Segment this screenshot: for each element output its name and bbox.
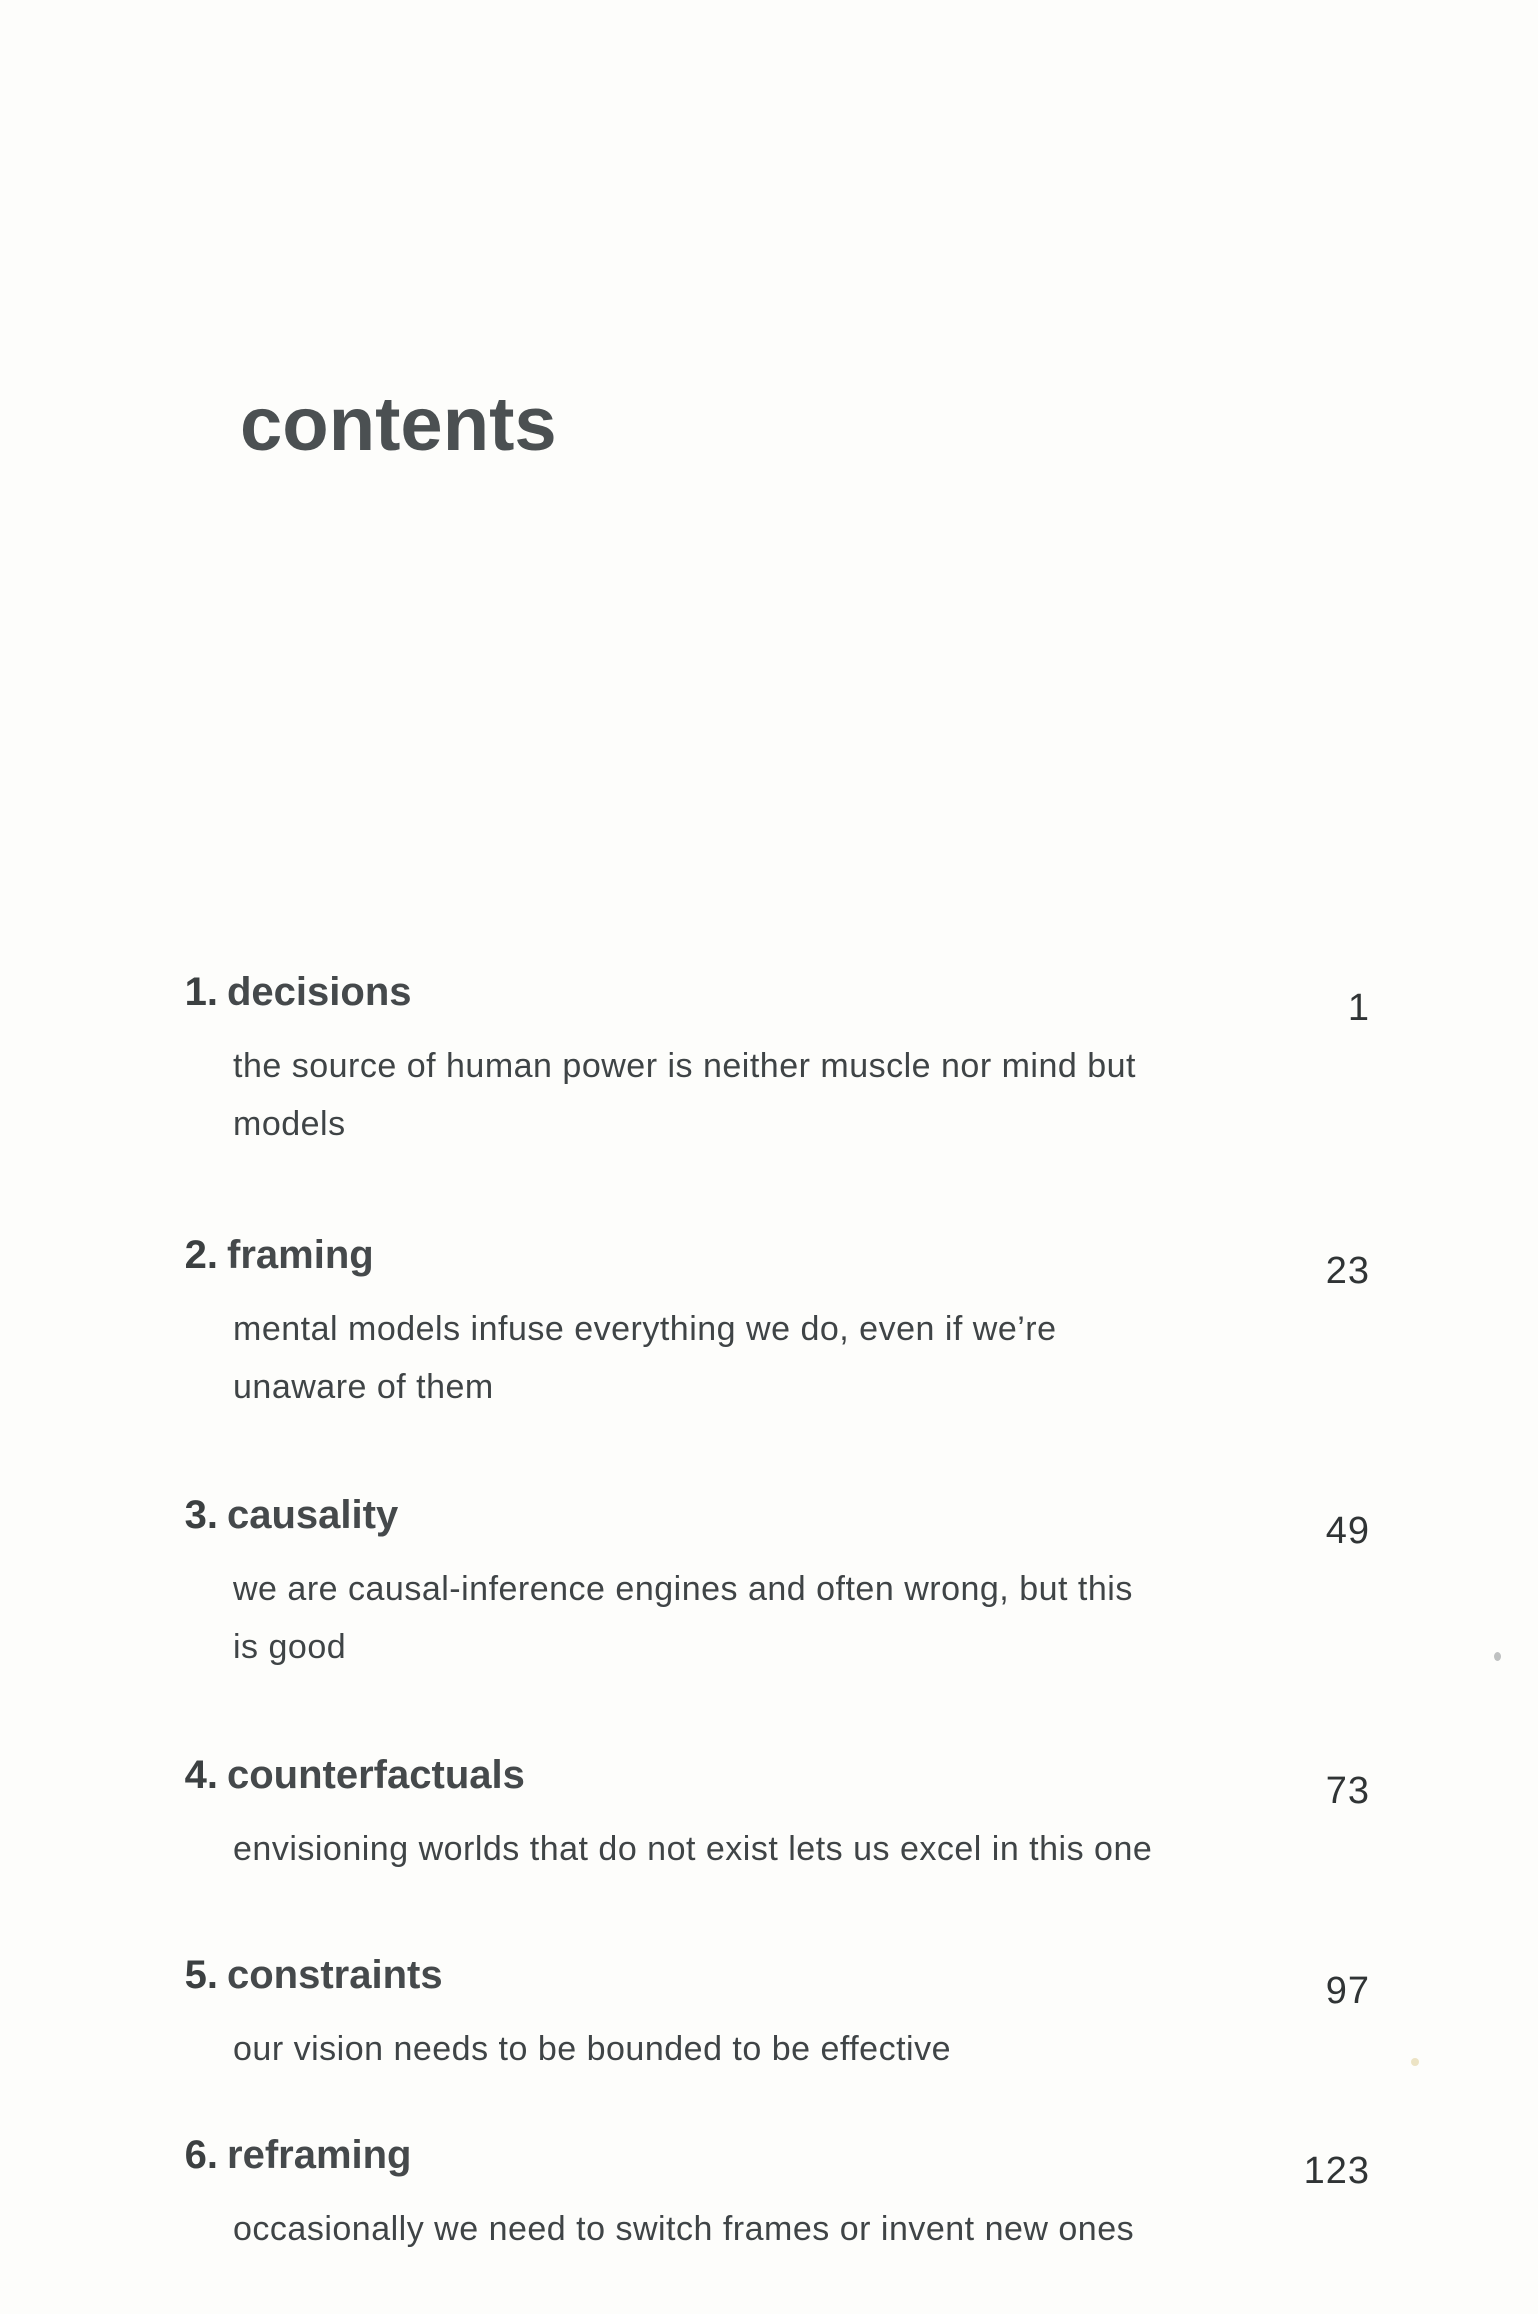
chapter-subtitle (233, 1037, 1538, 1153)
chapter-page-number: 123 (1303, 2150, 1370, 2192)
chapter-subtitle (233, 1300, 1538, 1416)
chapter-heading (0, 1492, 1538, 1538)
chapter-subtitle (233, 2200, 1538, 2258)
toc-entry-causality (0, 1492, 1538, 1676)
chapter-subtitle (233, 1560, 1538, 1676)
chapter-page-number: 1 (1347, 987, 1370, 1029)
chapter-number: 5. (184, 1953, 218, 1997)
chapter-page-number: 73 (1325, 1770, 1370, 1812)
chapter-number: 4. (184, 1753, 218, 1797)
subtitle-line: occasionally we need to switch frames or invent new ones (233, 2210, 1135, 2248)
chapter-number: 3. (184, 1493, 218, 1537)
chapter-title: framing (227, 1233, 374, 1277)
subtitle-line: the source of human power is neither muscle nor mind but (233, 1047, 1137, 1085)
subtitle-line: we are causal-inference engines and often wrong, but this (233, 1570, 1133, 1608)
scan-speck (1494, 1652, 1501, 1661)
subtitle-line: envisioning worlds that do not exist lets us excel in this one (233, 1830, 1153, 1868)
chapter-subtitle (233, 2020, 1538, 2078)
toc-entry-decisions (0, 969, 1538, 1153)
subtitle-line: our vision needs to be bounded to be effective (233, 2030, 951, 2068)
toc-entry-counterfactuals (0, 1752, 1538, 1878)
chapter-subtitle (233, 1820, 1538, 1878)
subtitle-line: models (233, 1105, 346, 1143)
chapter-heading (0, 1952, 1538, 1998)
toc-entry-reframing (0, 2132, 1538, 2258)
subtitle-line: is good (233, 1628, 347, 1666)
chapter-title: counterfactuals (227, 1753, 525, 1797)
chapter-heading (0, 969, 1538, 1015)
chapter-number: 6. (184, 2133, 218, 2177)
chapter-page-number: 23 (1325, 1250, 1370, 1292)
chapter-number: 1. (184, 970, 218, 1014)
subtitle-line: unaware of them (233, 1368, 494, 1406)
chapter-page-number: 49 (1325, 1510, 1370, 1552)
subtitle-line: mental models infuse everything we do, even if we’re (233, 1310, 1057, 1348)
toc-entry-constraints (0, 1952, 1538, 2078)
chapter-heading (0, 1232, 1538, 1278)
chapter-title: decisions (227, 970, 412, 1014)
chapter-title: constraints (227, 1953, 443, 1997)
toc-entry-framing (0, 1232, 1538, 1416)
chapter-number: 2. (184, 1233, 218, 1277)
chapter-title: causality (227, 1493, 399, 1537)
chapter-page-number: 97 (1325, 1970, 1370, 2012)
chapter-heading (0, 1752, 1538, 1798)
scan-speck (1411, 2058, 1419, 2066)
page-title: contents (240, 381, 557, 467)
chapter-title: reframing (227, 2133, 412, 2177)
